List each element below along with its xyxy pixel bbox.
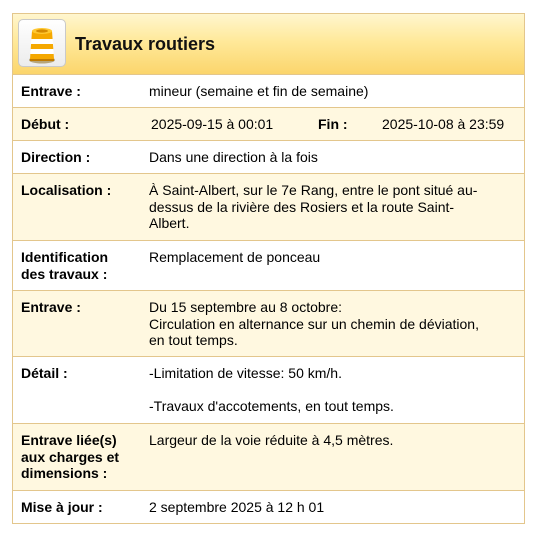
detail-label: Détail : — [21, 365, 68, 381]
panel-header — [13, 14, 524, 75]
localisation-label: Localisation : — [21, 182, 112, 198]
entrave-label: Entrave : — [21, 83, 81, 99]
direction-label: Direction : — [21, 149, 91, 165]
row-direction — [13, 141, 524, 174]
entrave-value: mineur (semaine et fin de semaine) — [149, 83, 369, 99]
identification-label — [21, 249, 139, 282]
localisation-line: À Saint-Albert, sur le 7e Rang, entre le pont situé au- — [149, 182, 478, 198]
row-entrave — [13, 75, 524, 108]
entrave-liee-label-line: aux charges et — [21, 448, 120, 465]
identification-value: Remplacement de ponceau — [149, 249, 321, 265]
entrave-periode-line: Du 15 septembre au 8 octobre: — [149, 299, 343, 315]
detail-value — [149, 365, 519, 415]
localisation-line: dessus de la rivière des Rosiers et la route Saint- — [149, 198, 455, 215]
fin-label: Fin : — [318, 116, 348, 132]
debut-label: Début : — [21, 116, 70, 132]
entrave-periode-line: Circulation en alternance sur un chemin de déviation, — [149, 315, 479, 332]
localisation-value — [149, 182, 519, 232]
row-mise-a-jour — [13, 491, 524, 523]
entrave-periode-value — [149, 299, 519, 349]
row-debut — [13, 108, 524, 141]
entrave-periode-label: Entrave : — [21, 299, 81, 315]
row-localisation — [13, 174, 524, 241]
mise-a-jour-label: Mise à jour : — [21, 499, 103, 515]
entrave-liee-label — [21, 432, 139, 482]
debut-value: 2025-09-15 à 00:01 — [151, 116, 274, 132]
info-table — [13, 75, 524, 523]
entrave-liee-label-line: dimensions : — [21, 465, 108, 481]
entrave-liee-value: Largeur de la voie réduite à 4,5 mètres. — [149, 432, 394, 448]
identification-label-line: Identification — [21, 249, 109, 265]
detail-line: -Travaux d'accotements, en tout temps. — [149, 398, 394, 414]
row-entrave-liee — [13, 424, 524, 491]
direction-value: Dans une direction à la fois — [149, 149, 318, 165]
detail-line: -Limitation de vitesse: 50 km/h. — [149, 365, 342, 381]
identification-label-line: des travaux : — [21, 265, 108, 282]
panel-title: Travaux routiers — [75, 34, 216, 54]
roadwork-panel — [12, 13, 525, 524]
localisation-line: Albert. — [149, 215, 190, 231]
row-detail — [13, 357, 524, 424]
row-identification — [13, 241, 524, 291]
entrave-liee-label-line: Entrave liée(s) — [21, 432, 117, 448]
road-barrel-icon — [18, 19, 66, 67]
mise-a-jour-value: 2 septembre 2025 à 12 h 01 — [149, 499, 325, 515]
entrave-periode-line: en tout temps. — [149, 332, 238, 348]
fin-value: 2025-10-08 à 23:59 — [382, 116, 505, 132]
row-entrave-periode — [13, 291, 524, 357]
